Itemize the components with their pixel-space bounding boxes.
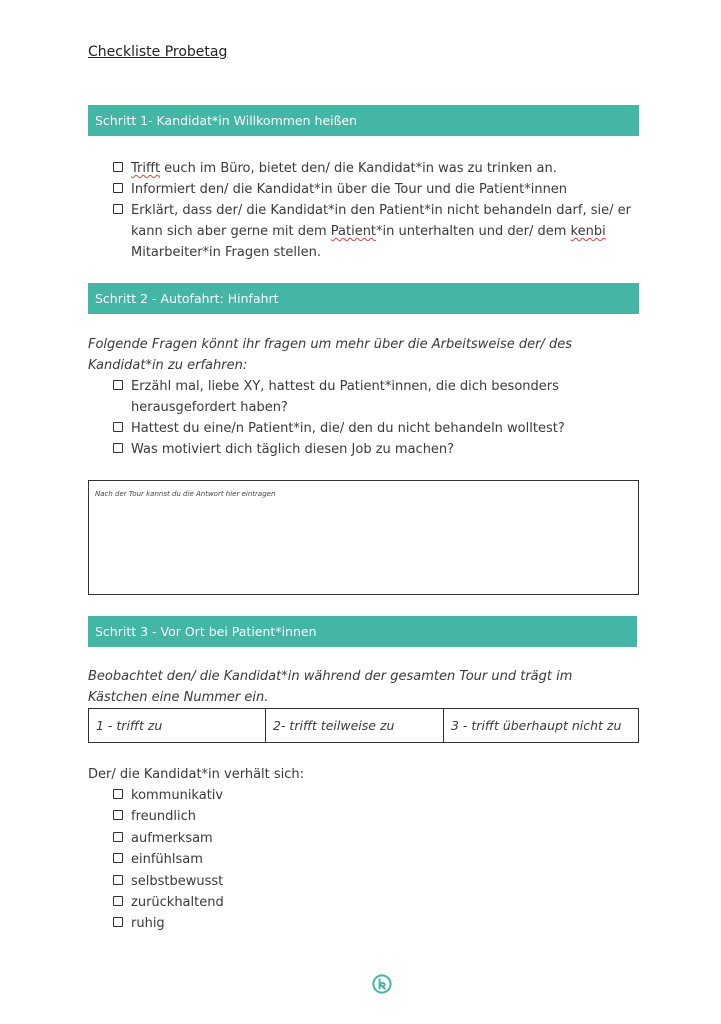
checkbox[interactable] (113, 443, 123, 453)
behavior-label: Der/ die Kandidat*in verhält sich: (88, 767, 305, 782)
checklist-item-text: Trifft euch im Büro, bietet den/ die Kandidat*in was zu trinken an. (131, 161, 557, 176)
rating-scale-cell: 2- trifft teilweise zu (265, 709, 443, 742)
checklist-item (113, 806, 643, 827)
checklist-item (113, 439, 643, 460)
checklist-item (113, 179, 643, 200)
checklist-item (113, 158, 643, 179)
answer-placeholder: Nach der Tour kannst du die Antwort hier eintragen (95, 490, 276, 498)
checkbox[interactable] (113, 832, 123, 842)
checklist-item (113, 849, 643, 870)
checkbox[interactable] (113, 853, 123, 863)
checklist-item (113, 913, 643, 934)
kenbi-logo-icon (372, 974, 392, 994)
section-header-step-2: Schritt 2 - Autofahrt: Hinfahrt (88, 283, 639, 314)
checklist-item (113, 376, 643, 418)
checklist-item-text: aufmerksam (131, 831, 213, 846)
checklist-item-text: Erklärt, dass der/ die Kandidat*in den Patient*in nicht behandeln darf, sie/ er kann sich aber gerne mit dem Patient*in unterhalten und der/ dem kenbi Mitarbeiter*in Fragen stellen. (131, 203, 631, 260)
checkbox[interactable] (113, 183, 123, 193)
checklist-item (113, 828, 643, 849)
checkbox[interactable] (113, 896, 123, 906)
checkbox[interactable] (113, 422, 123, 432)
checklist-item-text: Was motiviert dich täglich diesen Job zu machen? (131, 442, 455, 457)
rating-scale-table (88, 708, 639, 743)
checklist-item-text: selbstbewusst (131, 874, 224, 889)
checklist-item (113, 418, 643, 439)
checklist-item-text: Hattest du eine/n Patient*in, die/ den du nicht behandeln wolltest? (131, 421, 565, 436)
checklist-item-text: ruhig (131, 916, 165, 931)
rating-scale-cell: 3 - trifft überhaupt nicht zu (443, 709, 638, 742)
rating-scale-cell: 1 - trifft zu (96, 718, 163, 733)
section-header-step-3: Schritt 3 - Vor Ort bei Patient*innen (88, 616, 637, 647)
checklist-item-text: Informiert den/ die Kandidat*in über die Tour und die Patient*innen (131, 182, 568, 197)
section-intro: Folgende Fragen könnt ihr fragen um mehr über die Arbeitsweise der/ des Kandidat*in zu erfahren: (88, 337, 572, 373)
checklist-item (113, 785, 643, 806)
checkbox[interactable] (113, 810, 123, 820)
checklist-item (113, 871, 643, 892)
checklist-item-text: zurückhaltend (131, 895, 224, 910)
checkbox[interactable] (113, 789, 123, 799)
checkbox[interactable] (113, 380, 123, 390)
checkbox[interactable] (113, 917, 123, 927)
checklist-item-text: Erzähl mal, liebe XY, hattest du Patient*innen, die dich besonders herausgefordert haben? (131, 379, 559, 415)
section-header-step-1: Schritt 1- Kandidat*in Willkommen heißen (88, 105, 639, 136)
checklist-item-text: freundlich (131, 809, 196, 824)
checkbox[interactable] (113, 162, 123, 172)
checkbox[interactable] (113, 204, 123, 214)
page-title: Checkliste Probetag (88, 44, 228, 60)
answer-textbox[interactable] (88, 480, 639, 595)
checklist-item (113, 892, 643, 913)
checklist-item-text: kommunikativ (131, 788, 224, 803)
checkbox[interactable] (113, 875, 123, 885)
checklist-item (113, 200, 643, 263)
section-intro: Beobachtet den/ die Kandidat*in während der gesamten Tour und trägt im Kästchen eine Nummer ein. (88, 669, 573, 705)
checklist-item-text: einfühlsam (131, 852, 203, 867)
